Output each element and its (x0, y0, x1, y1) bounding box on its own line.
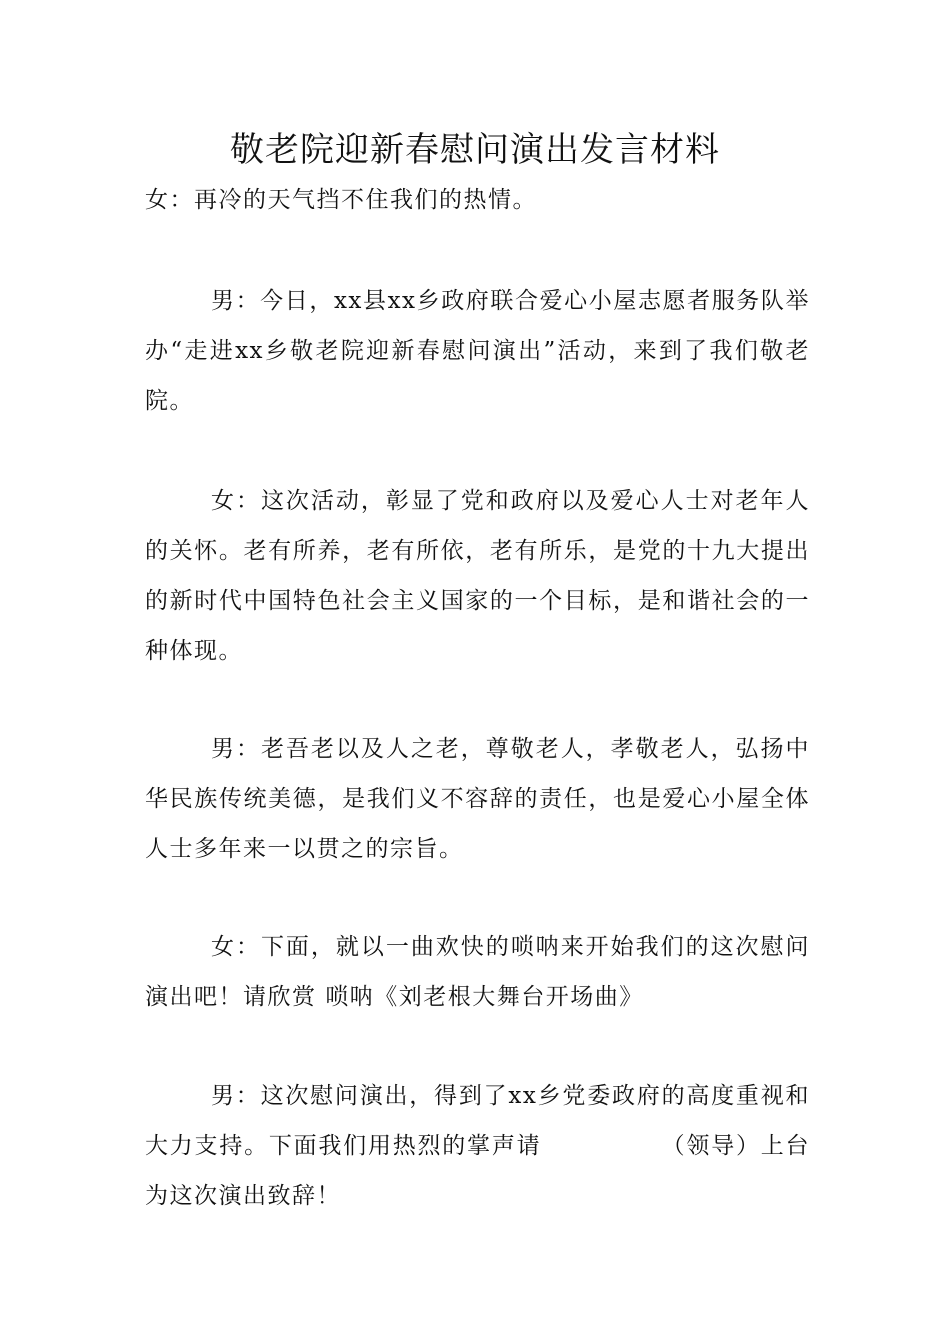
document-title: 敬老院迎新春慰问演出发言材料 (230, 130, 720, 170)
paragraph-6-text-before: 男：这次慰问演出，得到了xx乡党委政府的高度重视和大力支持。下面我们用热烈的掌声请 (145, 1083, 810, 1159)
paragraph-3: 女：这次活动，彰显了党和政府以及爱心人士对老年人的关怀。老有所养，老有所依，老有所乐，是党的十九大提出的新时代中国特色社会主义国家的一个目标，是和谐社会的一种体现。 (145, 488, 810, 664)
paragraph-1: 女：再冷的天气挡不住我们的热情。 (145, 187, 537, 213)
paragraph-6 (145, 1071, 810, 1221)
paragraph-4: 男：老吾老以及人之老，尊敬老人，孝敬老人，弘扬中华民族传统美德，是我们义不容辞的责任，也是爱心小屋全体人士多年来一以贯之的宗旨。 (145, 736, 810, 862)
paragraph-6-text-after: （领导）上台为这次演出致辞！ (145, 1133, 811, 1209)
paragraph-5: 女：下面，就以一曲欢快的唢呐来开始我们的这次慰问演出吧！请欣赏 唢呐《刘老根大舞台开场曲》 (145, 934, 810, 1010)
paragraph-2: 男：今日，xx县xx乡政府联合爱心小屋志愿者服务队举办“走进xx乡敬老院迎新春慰问演出”活动，来到了我们敬老院。 (145, 288, 810, 414)
